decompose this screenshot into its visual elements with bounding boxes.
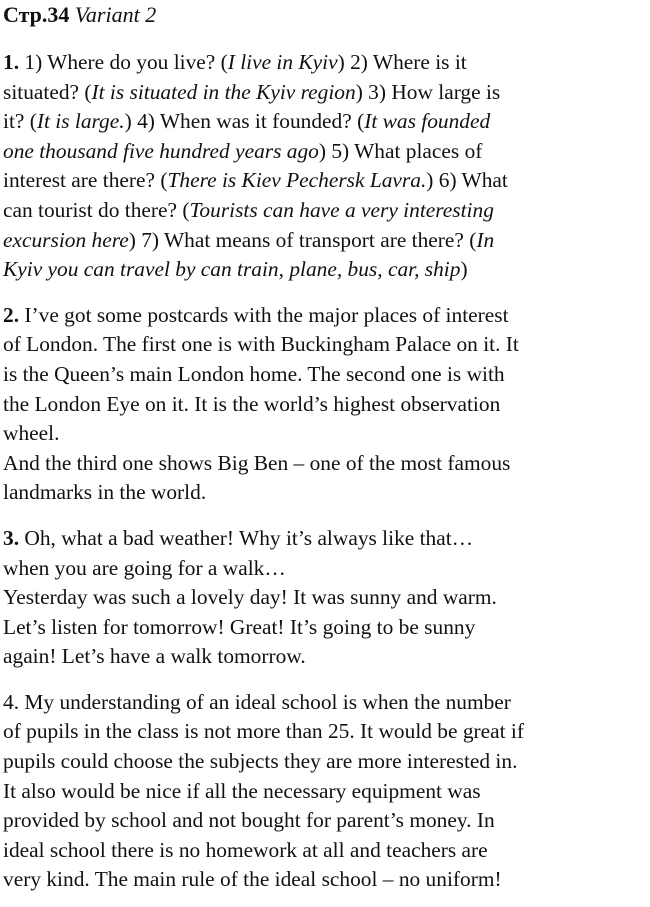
exercise-3-number: 3. — [3, 525, 20, 550]
document-page — [3, 0, 645, 895]
exercise-2-line-1 — [3, 301, 645, 331]
exercise-3-line-4: Let’s listen for tomorrow! Great! It’s going to be sunny — [3, 614, 476, 639]
exercise-2 — [3, 301, 645, 508]
exercise-1 — [3, 48, 645, 285]
variant-label: Variant 2 — [74, 2, 157, 27]
exercise-2-line-3: is the Queen’s main London home. The second one is with — [3, 361, 505, 386]
exercise-3-line-3: Yesterday was such a lovely day! It was sunny and warm. — [3, 585, 497, 610]
exercise-1-line-3 — [3, 107, 645, 137]
question-text: ) 2) Where is it — [337, 50, 467, 74]
page-header — [3, 0, 645, 32]
question-text: ) — [460, 257, 468, 282]
paragraph-text: I’ve got some postcards with the major places of interest — [19, 302, 509, 327]
exercise-3-line-5: again! Let’s have a walk tomorrow. — [3, 644, 306, 669]
exercise-1-line-2 — [3, 78, 645, 108]
exercise-4-line-7: very kind. The main rule of the ideal school – no uniform! — [3, 867, 502, 892]
exercise-1-line-7 — [3, 226, 645, 256]
question-text: ) 7) What means of transport are there? ( — [128, 227, 477, 252]
question-text: can tourist do there? ( — [3, 197, 190, 222]
answer-text: Kyiv you can travel by can train, plane, bus, car, ship — [3, 257, 461, 282]
page-number: Стр.34 — [3, 2, 70, 27]
exercise-2-line-7: landmarks in the world. — [3, 480, 207, 505]
exercise-1-line-1 — [3, 48, 645, 78]
exercise-4-line-6: ideal school there is no homework at all and teachers are — [3, 837, 488, 862]
exercise-4-line-3: pupils could choose the subjects they are more interested in. — [3, 749, 518, 774]
exercise-3-line-1 — [3, 524, 645, 554]
question-text: ) 3) How large is — [355, 79, 501, 104]
answer-text: In — [476, 227, 495, 252]
question-text: ) 5) What places of — [318, 138, 483, 163]
answer-text: Tourists can have a very interesting — [189, 197, 494, 222]
exercise-2-line-2: of London. The first one is with Buckingham Palace on it. It — [3, 332, 519, 357]
exercise-3 — [3, 524, 645, 672]
answer-text: There is Kiev Pechersk Lavra. — [167, 168, 427, 193]
answer-text: It is situated in the Kyiv region — [91, 79, 356, 104]
answer-text: It is large. — [36, 109, 125, 134]
exercise-1-number: 1. — [3, 50, 20, 74]
exercise-1-line-4 — [3, 137, 645, 167]
exercise-2-number: 2. — [3, 302, 20, 327]
exercise-4-line-1: 4. My understanding of an ideal school is when the number — [3, 689, 511, 714]
question-text: it? ( — [3, 109, 37, 134]
exercise-1-line-8 — [3, 255, 645, 285]
exercise-2-line-5: wheel. — [3, 421, 60, 446]
answer-text: I live in Kyiv — [227, 50, 338, 74]
exercise-4-line-5: provided by school and not bought for parent’s money. In — [3, 808, 495, 833]
answer-text: excursion here — [3, 227, 129, 252]
exercise-4-line-2: of pupils in the class is not more than 25. It would be great if — [3, 719, 524, 744]
exercise-4-line-4: It also would be nice if all the necessary equipment was — [3, 778, 481, 803]
answer-text: It was founded — [364, 109, 491, 134]
question-text: ) 4) When was it founded? ( — [124, 109, 365, 134]
answer-text: one thousand five hundred years ago — [3, 138, 319, 163]
exercise-4 — [3, 688, 645, 895]
exercise-1-line-5 — [3, 166, 645, 196]
exercise-2-line-4: the London Eye on it. It is the world’s highest observation — [3, 391, 501, 416]
question-text: ) 6) What — [426, 168, 508, 193]
exercise-1-line-6 — [3, 196, 645, 226]
question-text: situated? ( — [3, 79, 92, 104]
question-text: interest are there? ( — [3, 168, 168, 193]
exercise-2-line-6: And the third one shows Big Ben – one of the most famous — [3, 450, 511, 475]
question-text: 1) Where do you live? ( — [19, 50, 228, 74]
exercise-3-line-2: when you are going for a walk… — [3, 555, 286, 580]
paragraph-text: Oh, what a bad weather! Why it’s always like that… — [19, 525, 474, 550]
